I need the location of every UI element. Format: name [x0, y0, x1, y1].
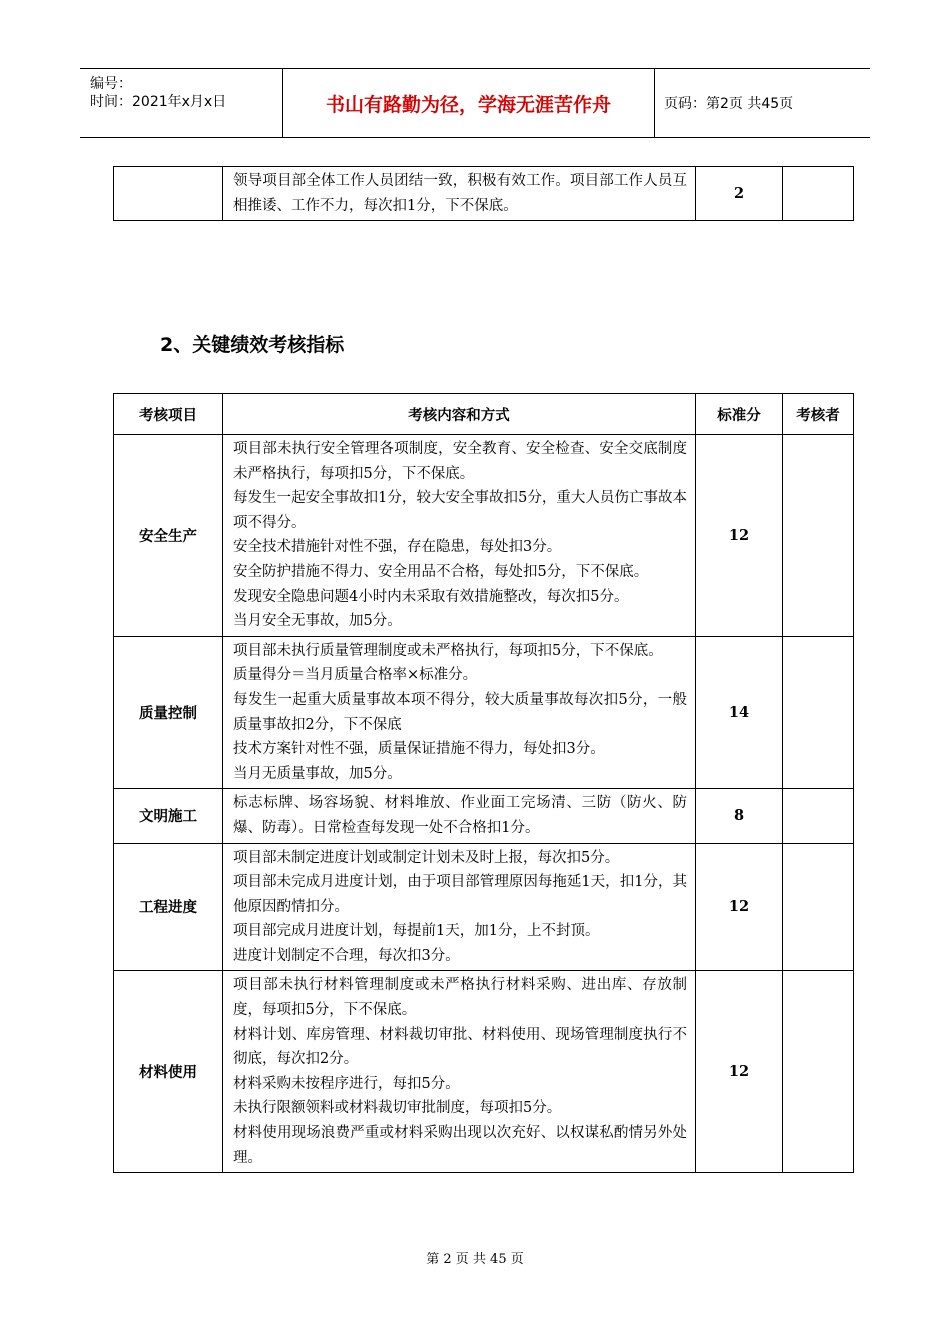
row-category: 工程进度 — [114, 843, 223, 971]
row-content — [223, 971, 696, 1173]
content-line: 当月无质量事故，加5分。 — [233, 765, 402, 782]
content-line: 材料使用现场浪费严重或材料采购出现以次充好、以权谋私酌情另外处理。 — [233, 1125, 687, 1166]
page-header — [80, 68, 870, 138]
row-assessor — [783, 636, 854, 789]
page-footer: 第 2 页 共 45 页 — [426, 1252, 524, 1267]
table-row — [114, 971, 854, 1173]
table-row — [114, 435, 854, 637]
header-motto: 书山有路勤为径，学海无涯苦作舟 — [282, 69, 655, 137]
header-assessor: 考核者 — [783, 394, 854, 435]
row-assessor — [783, 971, 854, 1173]
row-category: 安全生产 — [114, 435, 223, 637]
header-meta — [80, 69, 282, 137]
kpi-header-row — [114, 394, 854, 435]
row-score: 8 — [696, 789, 783, 843]
table-row — [114, 789, 854, 843]
content-line: 未执行限额领料或材料裁切审批制度，每项扣5分。 — [233, 1100, 562, 1117]
content-line: 材料采购未按程序进行，每扣5分。 — [233, 1075, 460, 1092]
content-line: 项目部完成月进度计划，每提前1天，加1分，上不封顶。 — [233, 923, 600, 940]
code-label: 编号： — [90, 76, 132, 92]
content-line: 每发生一起重大质量事故本项不得分，较大质量事故每次扣5分，一般质量事故扣2分，下不保底 — [233, 691, 687, 733]
row-category: 材料使用 — [114, 971, 223, 1173]
content-line: 项目部未完成月进度计划，由于项目部管理原因每拖延1天，扣1分，其他原因酌情扣分。 — [233, 874, 687, 915]
row-assessor — [783, 167, 854, 221]
row-score: 12 — [696, 435, 783, 637]
kpi-table — [113, 393, 854, 1173]
table-row — [114, 167, 854, 221]
content-line: 项目部未执行材料管理制度或未严格执行材料采购、进出库、存放制度，每项扣5分，下不保底。 — [233, 977, 687, 1019]
row-score: 12 — [696, 971, 783, 1173]
time-label: 时间：2021年x月x日 — [90, 94, 227, 110]
header-content: 考核内容和方式 — [223, 394, 696, 435]
table-row — [114, 636, 854, 789]
content-line: 发现安全隐患问题4小时内未采取有效措施整改，每次扣5分。 — [233, 588, 629, 605]
content-line: 当月安全无事故，加5分。 — [233, 613, 402, 630]
content-line: 进度计划制定不合理，每次扣3分。 — [233, 947, 460, 964]
header-page-info: 页码：第2页 共45页 — [664, 96, 794, 112]
section-title: 2、关键绩效考核指标 — [160, 334, 345, 356]
row-content — [223, 843, 696, 971]
content-line: 领导项目部全体工作人员团结一致，积极有效工作。项目部工作人员互相推诿、工作不力，每次扣1分，下不保底。 — [233, 173, 687, 214]
row-assessor — [783, 435, 854, 637]
content-line: 质量得分＝当月质量合格率×标准分。 — [233, 667, 478, 684]
row-content — [223, 789, 696, 843]
row-content — [223, 636, 696, 789]
header-score: 标准分 — [696, 394, 783, 435]
header-category: 考核项目 — [114, 394, 223, 435]
content-line: 技术方案针对性不强，质量保证措施不得力，每处扣3分。 — [233, 741, 605, 758]
row-assessor — [783, 843, 854, 971]
content-line: 安全防护措施不得力、安全用品不合格，每处扣5分，下不保底。 — [233, 563, 649, 580]
content-line: 材料计划、库房管理、材料裁切审批、材料使用、现场管理制度执行不彻底，每次扣2分。 — [233, 1026, 687, 1068]
row-content — [223, 435, 696, 637]
continuation-table — [113, 166, 854, 221]
content-line: 标志标牌、场容场貌、材料堆放、作业面工完场清、三防（防火、防爆、防毒）。日常检查每发现一处不合格扣1分。 — [233, 795, 687, 836]
content-line: 每发生一起安全事故扣1分，较大安全事故扣5分，重大人员伤亡事故本项不得分。 — [233, 490, 687, 531]
row-category: 文明施工 — [114, 789, 223, 843]
table-row — [114, 843, 854, 971]
row-assessor — [783, 789, 854, 843]
row-content — [223, 167, 696, 221]
content-line: 项目部未执行安全管理各项制度，安全教育、安全检查、安全交底制度未严格执行，每项扣5分，下不保底。 — [233, 441, 687, 482]
row-category: 质量控制 — [114, 636, 223, 789]
row-score: 2 — [696, 167, 783, 221]
row-category — [114, 167, 223, 221]
row-score: 12 — [696, 843, 783, 971]
content-line: 安全技术措施针对性不强，存在隐患，每处扣3分。 — [233, 539, 562, 556]
row-score: 14 — [696, 636, 783, 789]
content-line: 项目部未执行质量管理制度或未严格执行，每项扣5分，下不保底。 — [233, 642, 663, 659]
content-line: 项目部未制定进度计划或制定计划未及时上报，每次扣5分。 — [233, 849, 620, 866]
